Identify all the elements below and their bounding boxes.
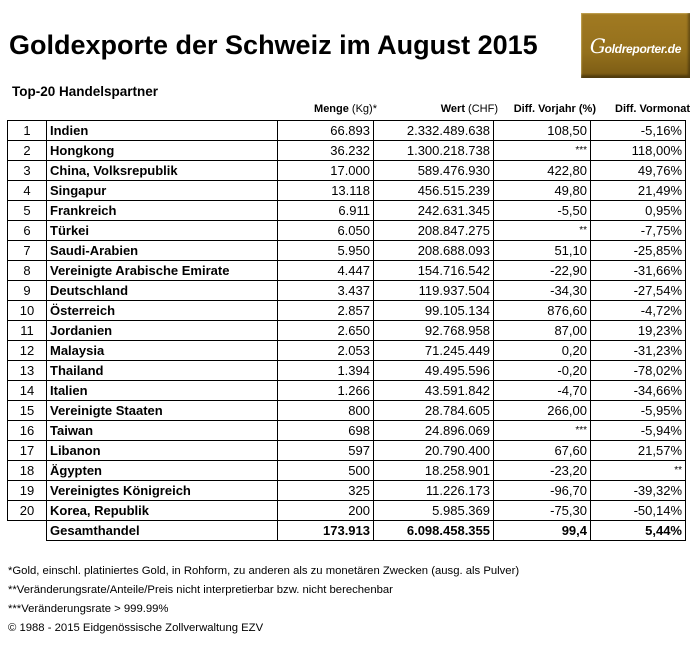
- column-header-wert: [400, 103, 498, 115]
- vormonat-cell: -39,32%: [591, 481, 686, 501]
- wert-cell: 208.688.093: [374, 241, 494, 261]
- rank-cell: 18: [8, 461, 47, 481]
- vorjahr-cell: 422,80: [494, 161, 591, 181]
- menge-cell: 500: [278, 461, 374, 481]
- menge-cell: 36.232: [278, 141, 374, 161]
- vormonat-cell: 0,95%: [591, 201, 686, 221]
- table-row: [8, 261, 686, 281]
- table-row: [8, 141, 686, 161]
- wert-cell: 99.105.134: [374, 301, 494, 321]
- vorjahr-cell: ***: [494, 421, 591, 441]
- vormonat-cell: -31,23%: [591, 341, 686, 361]
- menge-cell: 6.050: [278, 221, 374, 241]
- wert-cell: 208.847.275: [374, 221, 494, 241]
- table-row: [8, 481, 686, 501]
- column-header-vormonat: Diff. Vormonat: [615, 103, 690, 115]
- wert-cell: 154.716.542: [374, 261, 494, 281]
- menge-cell: 2.857: [278, 301, 374, 321]
- vorjahr-cell: 876,60: [494, 301, 591, 321]
- menge-cell: 3.437: [278, 281, 374, 301]
- rank-cell: 14: [8, 381, 47, 401]
- vorjahr-cell: -75,30: [494, 501, 591, 521]
- table-row: [8, 361, 686, 381]
- country-cell: Jordanien: [47, 321, 278, 341]
- total-row: [8, 521, 686, 541]
- menge-cell: 17.000: [278, 161, 374, 181]
- menge-cell: 2.650: [278, 321, 374, 341]
- wert-cell: 20.790.400: [374, 441, 494, 461]
- vorjahr-cell: -22,90: [494, 261, 591, 281]
- wert-cell: 119.937.504: [374, 281, 494, 301]
- table-row: [8, 441, 686, 461]
- table-row: [8, 381, 686, 401]
- vormonat-cell: -50,14%: [591, 501, 686, 521]
- vorjahr-cell: 87,00: [494, 321, 591, 341]
- wert-cell: 43.591.842: [374, 381, 494, 401]
- rank-cell: 5: [8, 201, 47, 221]
- vorjahr-cell: 51,10: [494, 241, 591, 261]
- vormonat-cell: -5,94%: [591, 421, 686, 441]
- country-cell: Malaysia: [47, 341, 278, 361]
- vorjahr-cell: -4,70: [494, 381, 591, 401]
- wert-cell: 2.332.489.638: [374, 121, 494, 141]
- menge-cell: 66.893: [278, 121, 374, 141]
- copyright: © 1988 - 2015 Eidgenössische Zollverwaltung EZV: [8, 622, 264, 634]
- logo-rest: oldreporter.de: [604, 41, 682, 56]
- menge-cell: 13.118: [278, 181, 374, 201]
- vorjahr-cell: -5,50: [494, 201, 591, 221]
- rank-cell: 7: [8, 241, 47, 261]
- footnote-1: *Gold, einschl. platiniertes Gold, in Rohform, zu anderen als zu monetären Zwecken (ausg. als Pulver): [8, 565, 520, 577]
- footnote-2: **Veränderungsrate/Anteile/Preis nicht interpretierbar bzw. nicht berechenbar: [8, 584, 393, 596]
- country-cell: Libanon: [47, 441, 278, 461]
- rank-cell: 12: [8, 341, 47, 361]
- menge-cell: 2.053: [278, 341, 374, 361]
- table-row: [8, 221, 686, 241]
- vormonat-cell: -4,72%: [591, 301, 686, 321]
- rank-cell: 16: [8, 421, 47, 441]
- wert-cell: 24.896.069: [374, 421, 494, 441]
- country-cell: Türkei: [47, 221, 278, 241]
- page-title: Goldexporte der Schweiz im August 2015: [9, 30, 538, 60]
- wert-label: Wert: [440, 103, 465, 115]
- vorjahr-cell: -96,70: [494, 481, 591, 501]
- country-cell: Taiwan: [47, 421, 278, 441]
- country-cell: Vereinigte Staaten: [47, 401, 278, 421]
- country-cell: Indien: [47, 121, 278, 141]
- table-row: [8, 501, 686, 521]
- vorjahr-cell: **: [494, 221, 591, 241]
- menge-cell: 698: [278, 421, 374, 441]
- rank-cell: 1: [8, 121, 47, 141]
- vorjahr-cell: 0,20: [494, 341, 591, 361]
- country-cell: Saudi-Arabien: [47, 241, 278, 261]
- vormonat-cell: -27,54%: [591, 281, 686, 301]
- vorjahr-cell: 266,00: [494, 401, 591, 421]
- menge-unit: (Kg)*: [348, 103, 377, 115]
- menge-cell: 200: [278, 501, 374, 521]
- vorjahr-cell: 49,80: [494, 181, 591, 201]
- table-row: [8, 301, 686, 321]
- vorjahr-cell: 67,60: [494, 441, 591, 461]
- country-cell: Vereinigte Arabische Emirate: [47, 261, 278, 281]
- vormonat-cell: 19,23%: [591, 321, 686, 341]
- logo-first-letter: G: [589, 33, 606, 58]
- vormonat-cell: -5,16%: [591, 121, 686, 141]
- table-row: [8, 401, 686, 421]
- rank-cell: 8: [8, 261, 47, 281]
- table-row: [8, 421, 686, 441]
- column-header-vorjahr: Diff. Vorjahr (%): [513, 103, 596, 115]
- table-row: [8, 321, 686, 341]
- menge-cell: 1.266: [278, 381, 374, 401]
- vorjahr-cell: -0,20: [494, 361, 591, 381]
- table-row: [8, 181, 686, 201]
- rank-cell: 4: [8, 181, 47, 201]
- total-vormonat-cell: 5,44%: [591, 521, 686, 541]
- goldreporter-logo: [581, 13, 690, 78]
- rank-cell: 9: [8, 281, 47, 301]
- rank-cell: 15: [8, 401, 47, 421]
- footnotes: [8, 562, 519, 638]
- rank-cell: 3: [8, 161, 47, 181]
- country-cell: Vereinigtes Königreich: [47, 481, 278, 501]
- wert-cell: 18.258.901: [374, 461, 494, 481]
- wert-cell: 1.300.218.738: [374, 141, 494, 161]
- wert-cell: 11.226.173: [374, 481, 494, 501]
- trade-partners-table: [7, 120, 686, 541]
- wert-cell: 28.784.605: [374, 401, 494, 421]
- vormonat-cell: -25,85%: [591, 241, 686, 261]
- footnote-3: ***Veränderungsrate > 999.99%: [8, 603, 169, 615]
- vorjahr-cell: 108,50: [494, 121, 591, 141]
- rank-cell: 19: [8, 481, 47, 501]
- rank-cell: 11: [8, 321, 47, 341]
- vormonat-cell: 118,00%: [591, 141, 686, 161]
- menge-cell: 800: [278, 401, 374, 421]
- wert-cell: 49.495.596: [374, 361, 494, 381]
- vormonat-cell: 21,57%: [591, 441, 686, 461]
- total-vorjahr-cell: 99,4: [494, 521, 591, 541]
- country-cell: Deutschland: [47, 281, 278, 301]
- rank-cell: 17: [8, 441, 47, 461]
- country-cell: Thailand: [47, 361, 278, 381]
- total-label-cell: Gesamthandel: [47, 521, 278, 541]
- country-cell: Hongkong: [47, 141, 278, 161]
- wert-cell: 71.245.449: [374, 341, 494, 361]
- table-row: [8, 161, 686, 181]
- country-cell: Frankreich: [47, 201, 278, 221]
- wert-cell: 589.476.930: [374, 161, 494, 181]
- table-row: [8, 201, 686, 221]
- vormonat-cell: -31,66%: [591, 261, 686, 281]
- total-menge-cell: 173.913: [278, 521, 374, 541]
- menge-cell: 1.394: [278, 361, 374, 381]
- table-row: [8, 341, 686, 361]
- wert-cell: 456.515.239: [374, 181, 494, 201]
- total-wert-cell: 6.098.458.355: [374, 521, 494, 541]
- vormonat-cell: -5,95%: [591, 401, 686, 421]
- column-header-menge: [305, 103, 377, 115]
- country-cell: Singapur: [47, 181, 278, 201]
- country-cell: China, Volksrepublik: [47, 161, 278, 181]
- wert-cell: 242.631.345: [374, 201, 494, 221]
- vormonat-cell: -78,02%: [591, 361, 686, 381]
- wert-cell: 5.985.369: [374, 501, 494, 521]
- logo-text: [590, 34, 681, 58]
- rank-cell: 20: [8, 501, 47, 521]
- menge-cell: 325: [278, 481, 374, 501]
- vormonat-cell: 49,76%: [591, 161, 686, 181]
- menge-label: Menge: [314, 103, 349, 115]
- wert-cell: 92.768.958: [374, 321, 494, 341]
- total-rank-blank: [8, 521, 47, 541]
- rank-cell: 10: [8, 301, 47, 321]
- vormonat-cell: -7,75%: [591, 221, 686, 241]
- rank-cell: 6: [8, 221, 47, 241]
- vormonat-cell: -34,66%: [591, 381, 686, 401]
- vorjahr-cell: ***: [494, 141, 591, 161]
- vorjahr-cell: -23,20: [494, 461, 591, 481]
- country-cell: Ägypten: [47, 461, 278, 481]
- vorjahr-cell: -34,30: [494, 281, 591, 301]
- table-subtitle: Top-20 Handelspartner: [12, 84, 159, 99]
- country-cell: Österreich: [47, 301, 278, 321]
- table-row: [8, 121, 686, 141]
- menge-cell: 6.911: [278, 201, 374, 221]
- menge-cell: 5.950: [278, 241, 374, 261]
- table-row: [8, 281, 686, 301]
- country-cell: Korea, Republik: [47, 501, 278, 521]
- vormonat-cell: 21,49%: [591, 181, 686, 201]
- vormonat-cell: **: [591, 461, 686, 481]
- menge-cell: 597: [278, 441, 374, 461]
- country-cell: Italien: [47, 381, 278, 401]
- rank-cell: 2: [8, 141, 47, 161]
- menge-cell: 4.447: [278, 261, 374, 281]
- table-row: [8, 461, 686, 481]
- rank-cell: 13: [8, 361, 47, 381]
- wert-unit: (CHF): [465, 103, 498, 115]
- table-row: [8, 241, 686, 261]
